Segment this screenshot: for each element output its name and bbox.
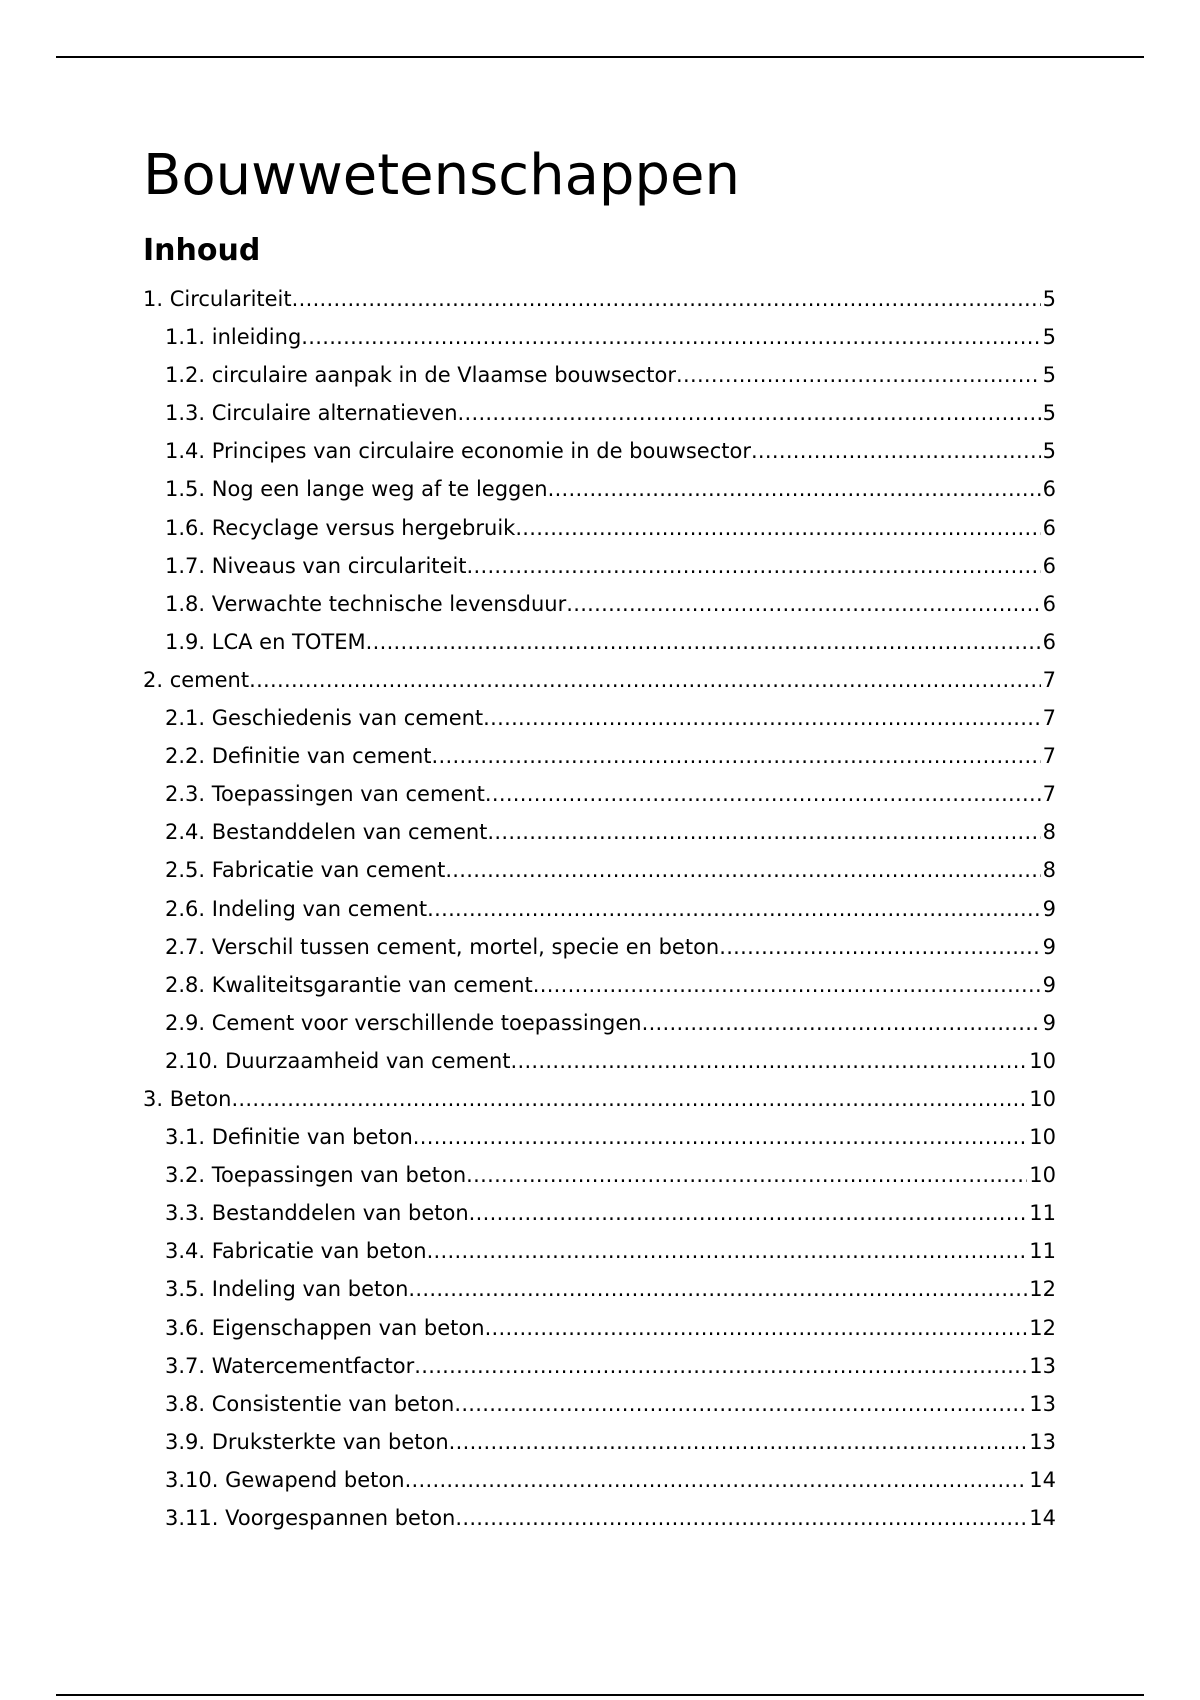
- dot-leader: [719, 928, 1040, 966]
- dot-leader: [642, 1004, 1041, 1042]
- toc-entry-page-number[interactable]: 9: [1042, 896, 1056, 921]
- toc-entry-page-number[interactable]: 11: [1029, 1239, 1056, 1264]
- toc-entry[interactable]: [143, 890, 1056, 928]
- toc-entry[interactable]: [143, 737, 1056, 775]
- footer-rule: [56, 1694, 1144, 1696]
- dot-leader: [467, 547, 1041, 585]
- toc-entry[interactable]: [143, 1004, 1056, 1042]
- toc-entry[interactable]: [143, 813, 1056, 851]
- toc-entry-title[interactable]: 3. Beton: [143, 1086, 232, 1111]
- dot-leader: [458, 394, 1041, 432]
- toc-entry[interactable]: [143, 623, 1056, 661]
- toc-entry-page-number[interactable]: 5: [1042, 439, 1056, 464]
- toc-entry-page-number[interactable]: 14: [1029, 1467, 1056, 1492]
- toc-entry-page-number[interactable]: 9: [1042, 972, 1056, 997]
- toc-entry-title[interactable]: 2.4. Bestanddelen van cement: [165, 820, 488, 845]
- dot-leader: [548, 470, 1041, 508]
- dot-leader: [427, 890, 1040, 928]
- toc-entry[interactable]: [143, 585, 1056, 623]
- toc-entry-page-number[interactable]: 10: [1029, 1125, 1056, 1150]
- dot-leader: [751, 432, 1041, 470]
- dot-leader: [231, 1080, 1027, 1118]
- toc-entry[interactable]: [143, 1194, 1056, 1232]
- toc-entry[interactable]: [143, 851, 1056, 889]
- toc-entry-title[interactable]: 2.10. Duurzaamheid van cement: [165, 1048, 511, 1073]
- dot-leader: [366, 623, 1041, 661]
- toc-entry-page-number[interactable]: 6: [1042, 591, 1056, 616]
- toc-entry-title[interactable]: 1.6. Recyclage versus hergebruik: [165, 515, 516, 540]
- toc-entry-title[interactable]: 3.11. Voorgespannen beton: [165, 1506, 456, 1530]
- toc-entry[interactable]: [143, 1080, 1056, 1118]
- toc-entry-title[interactable]: 1. Circulariteit: [143, 287, 292, 311]
- toc-entry-page-number[interactable]: 5: [1042, 401, 1056, 426]
- toc-entry[interactable]: [143, 394, 1056, 432]
- dot-leader: [676, 356, 1041, 394]
- toc-entry[interactable]: [143, 1347, 1056, 1385]
- toc-entry[interactable]: [143, 928, 1056, 966]
- toc-entry-title[interactable]: 3.8. Consistentie van beton: [165, 1391, 455, 1416]
- toc-entry[interactable]: [143, 1270, 1056, 1308]
- toc-entry[interactable]: [143, 966, 1056, 1004]
- toc-entry[interactable]: [143, 509, 1056, 547]
- toc-entry-title[interactable]: 1.9. LCA en TOTEM: [165, 629, 366, 654]
- dot-leader: [301, 318, 1040, 356]
- dot-leader: [515, 509, 1040, 547]
- toc-entry-title[interactable]: 1.2. circulaire aanpak in de Vlaamse bouwsector: [165, 363, 677, 388]
- toc-entry[interactable]: [143, 1042, 1056, 1080]
- header-rule: [56, 56, 1144, 58]
- dot-leader: [449, 1423, 1028, 1461]
- toc-entry-title[interactable]: 1.4. Principes van circulaire economie in de bouwsector: [165, 439, 751, 464]
- toc-entry-title[interactable]: 3.5. Indeling van beton: [165, 1277, 409, 1302]
- toc-entry-page-number[interactable]: 5: [1042, 363, 1056, 388]
- toc-entry-title[interactable]: 3.7. Watercementfactor: [165, 1353, 415, 1378]
- dot-leader: [405, 1461, 1028, 1499]
- toc-entry[interactable]: [143, 432, 1056, 470]
- dot-leader: [454, 1385, 1027, 1423]
- toc-entry-page-number[interactable]: 10: [1029, 1048, 1056, 1073]
- table-of-contents: [143, 280, 1056, 1537]
- dot-leader: [249, 661, 1041, 699]
- toc-entry-page-number[interactable]: 6: [1042, 477, 1056, 502]
- toc-entry-title[interactable]: 3.9. Druksterkte van beton: [165, 1429, 449, 1454]
- dot-leader: [566, 585, 1040, 623]
- dot-leader: [445, 851, 1040, 889]
- toc-entry-title[interactable]: 2. cement: [143, 667, 250, 692]
- toc-entry[interactable]: [143, 1423, 1056, 1461]
- dot-leader: [485, 775, 1041, 813]
- toc-entry[interactable]: [143, 280, 1056, 318]
- toc-entry-page-number[interactable]: 12: [1029, 1277, 1056, 1302]
- dot-leader: [533, 966, 1041, 1004]
- toc-entry[interactable]: [143, 470, 1056, 508]
- toc-entry-page-number[interactable]: 8: [1042, 858, 1056, 883]
- toc-entry-title[interactable]: 3.4. Fabricatie van beton: [165, 1239, 427, 1264]
- toc-entry[interactable]: [143, 1232, 1056, 1270]
- toc-entry-title[interactable]: 2.7. Verschil tussen cement, mortel, specie en beton: [165, 934, 720, 959]
- toc-entry-title[interactable]: 1.7. Niveaus van circulariteit: [165, 553, 467, 578]
- toc-entry-page-number[interactable]: 7: [1042, 706, 1056, 731]
- dot-leader: [511, 1042, 1028, 1080]
- toc-entry-page-number[interactable]: 5: [1042, 287, 1056, 311]
- dot-leader: [469, 1194, 1028, 1232]
- toc-entry-title[interactable]: 3.3. Bestanddelen van beton: [165, 1201, 469, 1226]
- toc-entry-page-number[interactable]: 5: [1042, 325, 1056, 350]
- toc-entry[interactable]: [143, 775, 1056, 813]
- toc-entry-page-number[interactable]: 10: [1029, 1163, 1056, 1188]
- dot-leader: [292, 280, 1041, 318]
- toc-entry[interactable]: [143, 1309, 1056, 1347]
- toc-entry-page-number[interactable]: 8: [1042, 820, 1056, 845]
- toc-entry[interactable]: [143, 699, 1056, 737]
- toc-entry[interactable]: [143, 1461, 1056, 1499]
- dot-leader: [414, 1347, 1027, 1385]
- toc-entry-title[interactable]: 3.2. Toepassingen van beton: [165, 1163, 467, 1188]
- toc-entry-page-number[interactable]: 13: [1029, 1391, 1056, 1416]
- toc-entry-title[interactable]: 2.1. Geschiedenis van cement: [165, 706, 484, 731]
- dot-leader: [466, 1156, 1027, 1194]
- toc-entry-page-number[interactable]: 7: [1042, 667, 1056, 692]
- toc-entry-page-number[interactable]: 11: [1029, 1201, 1056, 1226]
- dot-leader: [487, 813, 1040, 851]
- toc-entry-title[interactable]: 2.5. Fabricatie van cement: [165, 858, 446, 883]
- toc-entry-title[interactable]: 1.8. Verwachte technische levensduur: [165, 591, 567, 616]
- toc-entry-page-number[interactable]: 6: [1042, 629, 1056, 654]
- toc-entry[interactable]: [143, 1118, 1056, 1156]
- toc-entry-title[interactable]: 1.5. Nog een lange weg af te leggen: [165, 477, 548, 502]
- toc-entry-page-number[interactable]: 12: [1029, 1315, 1056, 1340]
- toc-entry[interactable]: [143, 661, 1056, 699]
- toc-entry[interactable]: [143, 318, 1056, 356]
- toc-entry-title[interactable]: 2.6. Indeling van cement: [165, 896, 428, 921]
- dot-leader: [483, 699, 1040, 737]
- toc-entry-title[interactable]: 2.2. Definitie van cement: [165, 744, 432, 769]
- toc-entry-title[interactable]: 2.9. Cement voor verschillende toepassingen: [165, 1010, 642, 1035]
- toc-entry-title[interactable]: 1.3. Circulaire alternatieven: [165, 401, 458, 426]
- toc-entry-page-number[interactable]: 9: [1042, 1010, 1056, 1035]
- toc-entry-page-number[interactable]: 6: [1042, 553, 1056, 578]
- toc-entry-page-number[interactable]: 14: [1029, 1506, 1056, 1530]
- dot-leader: [432, 737, 1041, 775]
- dot-leader: [413, 1118, 1027, 1156]
- dot-leader: [455, 1499, 1027, 1537]
- toc-entry[interactable]: [143, 1156, 1056, 1194]
- toc-entry-title[interactable]: 3.6. Eigenschappen van beton: [165, 1315, 485, 1340]
- toc-entry-page-number[interactable]: 6: [1042, 515, 1056, 540]
- dot-leader: [408, 1270, 1027, 1308]
- toc-heading: Inhoud: [143, 233, 261, 268]
- toc-entry-title[interactable]: 3.10. Gewapend beton: [165, 1467, 405, 1492]
- toc-entry-page-number[interactable]: 13: [1029, 1429, 1056, 1454]
- toc-entry-page-number[interactable]: 7: [1042, 744, 1056, 769]
- toc-entry-title[interactable]: 1.1. inleiding: [165, 325, 302, 350]
- toc-entry[interactable]: [143, 1499, 1056, 1537]
- toc-entry-title[interactable]: 2.3. Toepassingen van cement: [165, 782, 485, 807]
- toc-entry-page-number[interactable]: 13: [1029, 1353, 1056, 1378]
- toc-entry[interactable]: [143, 547, 1056, 585]
- toc-entry[interactable]: [143, 356, 1056, 394]
- toc-entry-page-number[interactable]: 9: [1042, 934, 1056, 959]
- toc-entry-page-number[interactable]: 10: [1029, 1086, 1056, 1111]
- dot-leader: [485, 1309, 1028, 1347]
- dot-leader: [427, 1232, 1028, 1270]
- toc-entry-title[interactable]: 2.8. Kwaliteitsgarantie van cement: [165, 972, 533, 997]
- document-title: Bouwwetenschappen: [143, 143, 740, 208]
- toc-entry-title[interactable]: 3.1. Definitie van beton: [165, 1125, 413, 1150]
- toc-entry[interactable]: [143, 1385, 1056, 1423]
- toc-entry-page-number[interactable]: 7: [1042, 782, 1056, 807]
